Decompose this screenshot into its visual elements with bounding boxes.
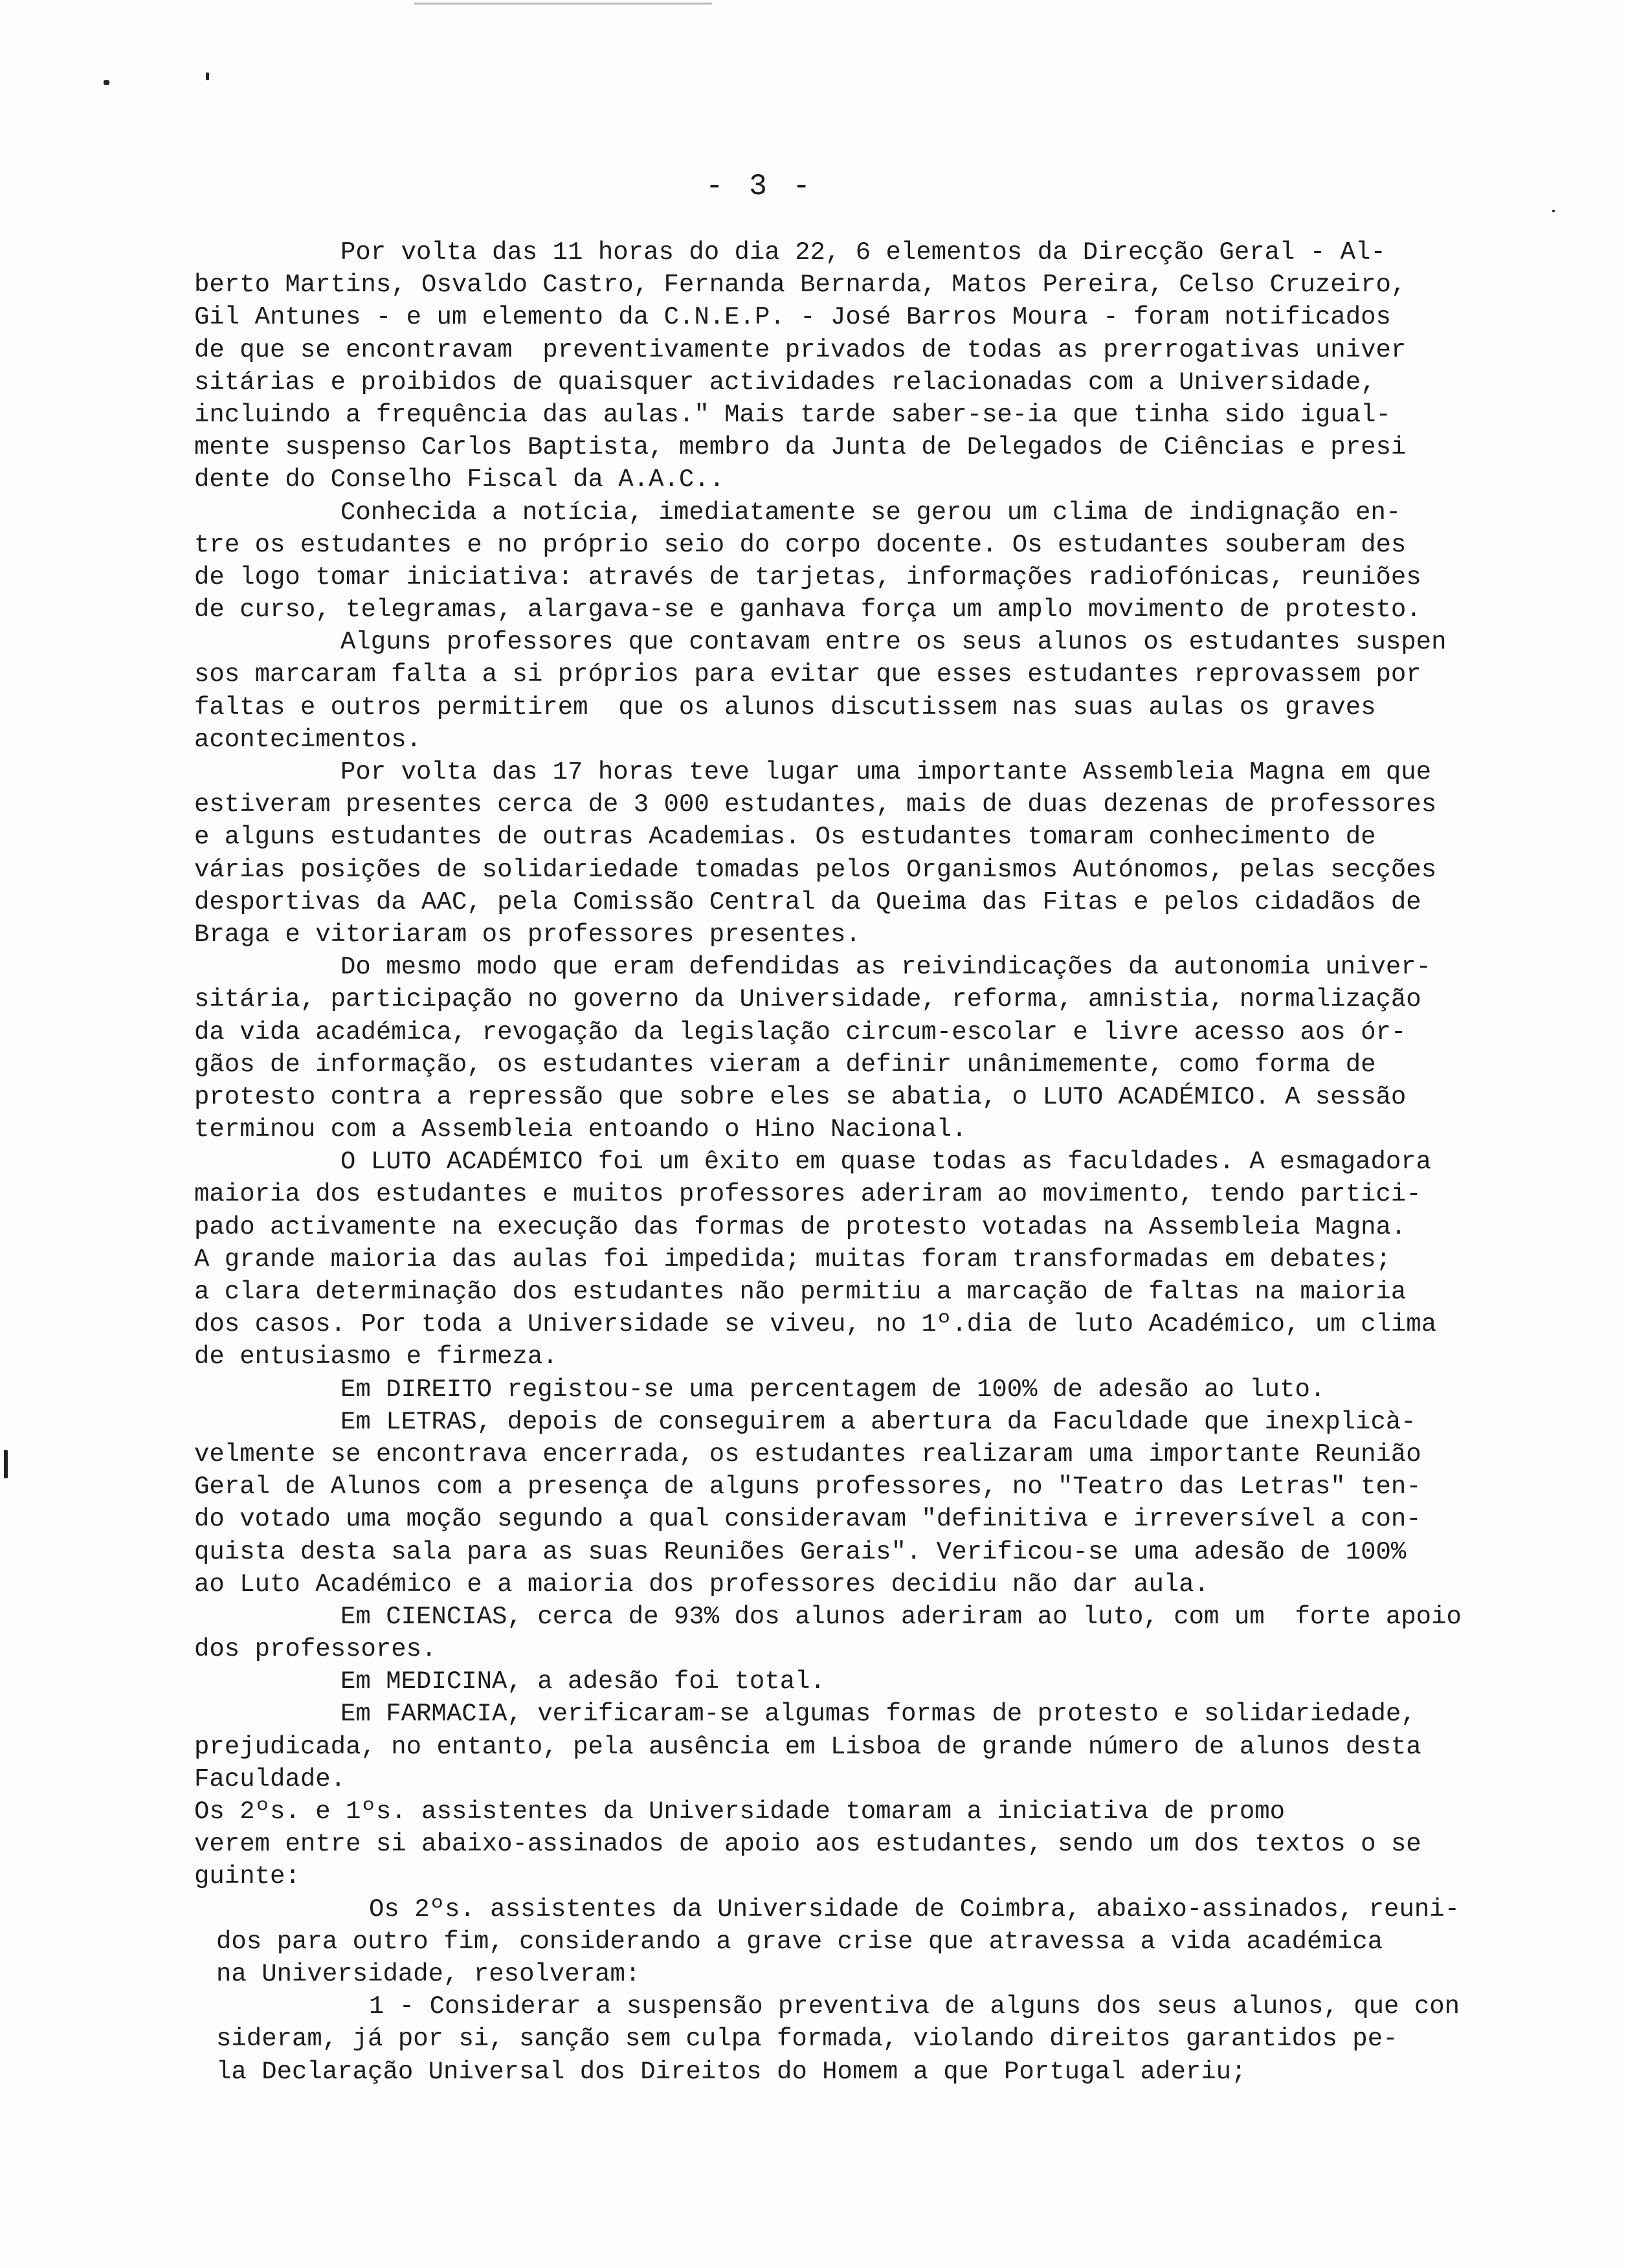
text-line: guinte: [194, 1862, 300, 1891]
text-line: do votado uma moção segundo a qual consideravam "definitiva e irreversível a con- [194, 1505, 1421, 1534]
text-line: Por volta das 11 horas do dia 22, 6 elementos da Direcção Geral - Al- [340, 238, 1386, 267]
text-line: Conhecida a notícia, imediatamente se gerou um clima de indignação en- [340, 498, 1401, 527]
text-line: incluindo a frequência das aulas." Mais tarde saber-se-ia que tinha sido igual- [194, 400, 1391, 429]
text-line: ao Luto Académico e a maioria dos professores decidiu não dar aula. [194, 1570, 1210, 1599]
text-line: quista desta sala para as suas Reuniões Gerais". Verificou-se uma adesão de 100% [194, 1537, 1407, 1566]
text-line: 1 - Considerar a suspensão preventiva de alguns dos seus alunos, que con [369, 1992, 1460, 2021]
text-line: a clara determinação dos estudantes não permitiu a marcação de faltas na maioria [194, 1278, 1407, 1306]
text-line: sos marcaram falta a si próprios para evitar que esses estudantes reprovassem por [194, 660, 1421, 689]
text-line: dos para outro fim, considerando a grave crise que atravessa a vida académica [216, 1927, 1383, 1956]
scan-speck [206, 72, 209, 80]
text-line: la Declaração Universal dos Direitos do Homem a que Portugal aderiu; [216, 2057, 1247, 2086]
text-line: dos casos. Por toda a Universidade se viveu, no 1º.dia de luto Académico, um clima [194, 1310, 1437, 1339]
text-line: Gil Antunes - e um elemento da C.N.E.P. - José Barros Moura - foram notificados [194, 303, 1391, 332]
text-line: mente suspenso Carlos Baptista, membro da Junta de Delegados de Ciências e presi [194, 433, 1407, 462]
text-line: de logo tomar iniciativa: através de tarjetas, informações radiofónicas, reuniões [194, 562, 1421, 592]
text-line: acontecimentos. [194, 725, 422, 754]
text-line: gãos de informação, os estudantes vieram a definir unânimemente, como forma de [194, 1050, 1376, 1079]
text-line: Em LETRAS, depois de conseguirem a abertura da Faculdade que inexplicà- [340, 1407, 1416, 1436]
text-line: verem entre si abaixo-assinados de apoio aos estudantes, sendo um dos textos o se [194, 1830, 1421, 1859]
text-line: dente do Conselho Fiscal da A.A.C.. [194, 465, 725, 495]
text-line: várias posições de solidariedade tomadas pelos Organismos Autónomos, pelas secções [194, 855, 1437, 884]
text-line: Do mesmo modo que eram defendidas as reivindicações da autonomia univer- [340, 953, 1432, 982]
scan-speck [4, 1450, 8, 1478]
text-line: sitárias e proibidos de quaisquer actividades relacionadas com a Universidade, [194, 368, 1376, 397]
text-line: terminou com a Assembleia entoando o Hino Nacional. [194, 1115, 967, 1144]
text-line: faltas e outros permitirem que os alunos discutissem nas suas aulas os graves [194, 693, 1376, 722]
page-number: - 3 - [706, 170, 815, 203]
text-line: dos professores. [194, 1635, 437, 1664]
text-line: de que se encontravam preventivamente privados de todas as prerrogativas univer [194, 335, 1407, 364]
text-line: tre os estudantes e no próprio seio do corpo docente. Os estudantes souberam des [194, 530, 1407, 559]
text-line: Braga e vitoriaram os professores presentes. [194, 920, 861, 949]
text-line: pado activamente na execução das formas de protesto votadas na Assembleia Magna. [194, 1212, 1407, 1241]
scan-speck [1552, 210, 1555, 212]
document-body [194, 236, 1528, 2088]
text-line: desportivas da AAC, pela Comissão Central da Queima das Fitas e pelos cidadãos de [194, 887, 1421, 917]
text-line: Em FARMACIA, verificaram-se algumas formas de protesto e solidariedade, [340, 1700, 1416, 1729]
text-line: Faculdade. [194, 1764, 346, 1794]
text-line: Geral de Alunos com a presença de alguns professores, no "Teatro das Letras" ten- [194, 1473, 1421, 1502]
text-line: Alguns professores que contavam entre os seus alunos os estudantes suspen [340, 628, 1447, 657]
text-line: Os 2ºs. assistentes da Universidade de Coimbra, abaixo-assinados, reuni- [369, 1895, 1460, 1924]
text-line: sitária, participação no governo da Universidade, reforma, amnistia, normalização [194, 985, 1421, 1014]
text-line: velmente se encontrava encerrada, os estudantes realizaram uma importante Reunião [194, 1440, 1421, 1469]
scan-speck [104, 80, 109, 85]
text-line: Em MEDICINA, a adesão foi total. [340, 1667, 825, 1696]
text-line: O LUTO ACADÉMICO foi um êxito em quase todas as faculdades. A esmagadora [340, 1148, 1432, 1177]
text-line: protesto contra a repressão que sobre eles se abatia, o LUTO ACADÉMICO. A sessão [194, 1082, 1407, 1111]
text-line: A grande maioria das aulas foi impedida; muitas foram transformadas em debates; [194, 1245, 1391, 1274]
text-line: de curso, telegramas, alargava-se e ganhava força um amplo movimento de protesto. [194, 595, 1421, 625]
text-line: berto Martins, Osvaldo Castro, Fernanda Bernarda, Matos Pereira, Celso Cruzeiro, [194, 271, 1407, 300]
text-line: da vida académica, revogação da legislação circum-escolar e livre acesso aos ór- [194, 1017, 1407, 1047]
text-line: de entusiasmo e firmeza. [194, 1342, 558, 1372]
text-line: Em DIREITO registou-se uma percentagem de 100% de adesão ao luto. [340, 1375, 1326, 1404]
text-line: Os 2ºs. e 1ºs. assistentes da Universidade tomaram a iniciativa de promo [194, 1797, 1286, 1826]
text-line: estiveram presentes cerca de 3 000 estudantes, mais de duas dezenas de professores [194, 790, 1437, 819]
text-line: prejudicada, no entanto, pela ausência em Lisboa de grande número de alunos desta [194, 1732, 1421, 1761]
scan-artifact-line [414, 3, 712, 5]
text-line: e alguns estudantes de outras Academias. Os estudantes tomaram conhecimento de [194, 823, 1376, 852]
text-line: sideram, já por si, sanção sem culpa formada, violando direitos garantidos pe- [216, 2025, 1398, 2054]
text-line: Em CIENCIAS, cerca de 93% dos alunos aderiram ao luto, com um forte apoio [340, 1602, 1462, 1631]
text-line: maioria dos estudantes e muitos professores aderiram ao movimento, tendo partici- [194, 1180, 1421, 1209]
text-line: na Universidade, resolveram: [216, 1959, 641, 1988]
text-line: Por volta das 17 horas teve lugar uma importante Assembleia Magna em que [340, 758, 1432, 786]
